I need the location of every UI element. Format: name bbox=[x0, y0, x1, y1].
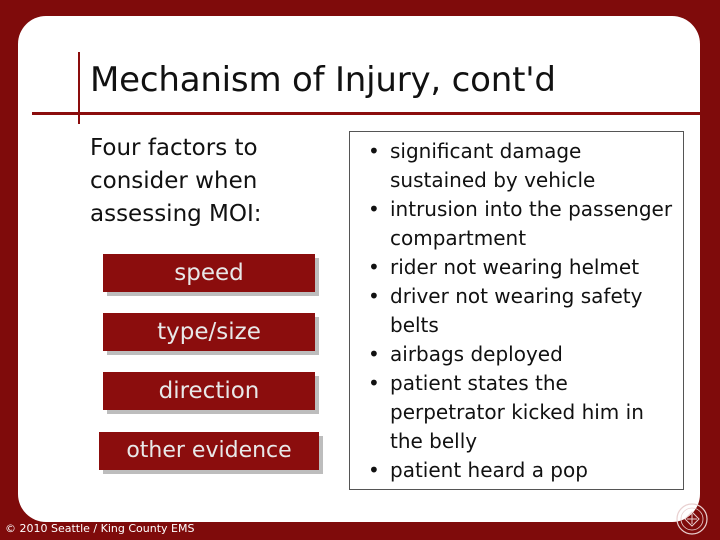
list-item-text: intrusion into the passenger compartment bbox=[390, 197, 673, 250]
seal-icon bbox=[672, 500, 712, 536]
bullet-icon: • bbox=[368, 255, 380, 279]
factor-box-type-size: type/size bbox=[103, 313, 315, 351]
factor-box-other-evidence: other evidence bbox=[99, 432, 319, 470]
examples-box bbox=[349, 131, 684, 490]
list-item-text: rider not wearing helmet bbox=[390, 255, 640, 279]
list-item-text: driver not wearing safety belts bbox=[390, 284, 643, 337]
list-item bbox=[360, 456, 677, 485]
factor-box-speed: speed bbox=[103, 254, 315, 292]
list-item bbox=[360, 253, 677, 282]
list-item bbox=[360, 282, 677, 340]
list-item bbox=[360, 369, 677, 456]
list-item-text: significant damage sustained by vehicle bbox=[390, 139, 596, 192]
bullet-icon: • bbox=[368, 284, 380, 308]
list-item-text: patient states the perpetrator kicked him in the belly bbox=[390, 371, 644, 453]
title-horizontal-rule bbox=[32, 112, 700, 115]
list-item bbox=[360, 195, 677, 253]
list-item-text: airbags deployed bbox=[390, 342, 563, 366]
bullet-icon: • bbox=[368, 342, 380, 366]
intro-text: Four factors to consider when assessing MOI: bbox=[90, 135, 262, 227]
list-item bbox=[360, 137, 677, 195]
copyright-footer: © 2010 Seattle / King County EMS bbox=[5, 522, 195, 535]
bullet-icon: • bbox=[368, 458, 380, 482]
factor-box-direction: direction bbox=[103, 372, 315, 410]
bullet-icon: • bbox=[368, 371, 380, 395]
list-item bbox=[360, 340, 677, 369]
slide-title: Mechanism of Injury, cont'd bbox=[90, 60, 556, 100]
bullet-icon: • bbox=[368, 197, 380, 221]
bullet-icon: • bbox=[368, 139, 380, 163]
list-item-text: patient heard a pop bbox=[390, 458, 588, 482]
examples-list bbox=[360, 137, 677, 485]
